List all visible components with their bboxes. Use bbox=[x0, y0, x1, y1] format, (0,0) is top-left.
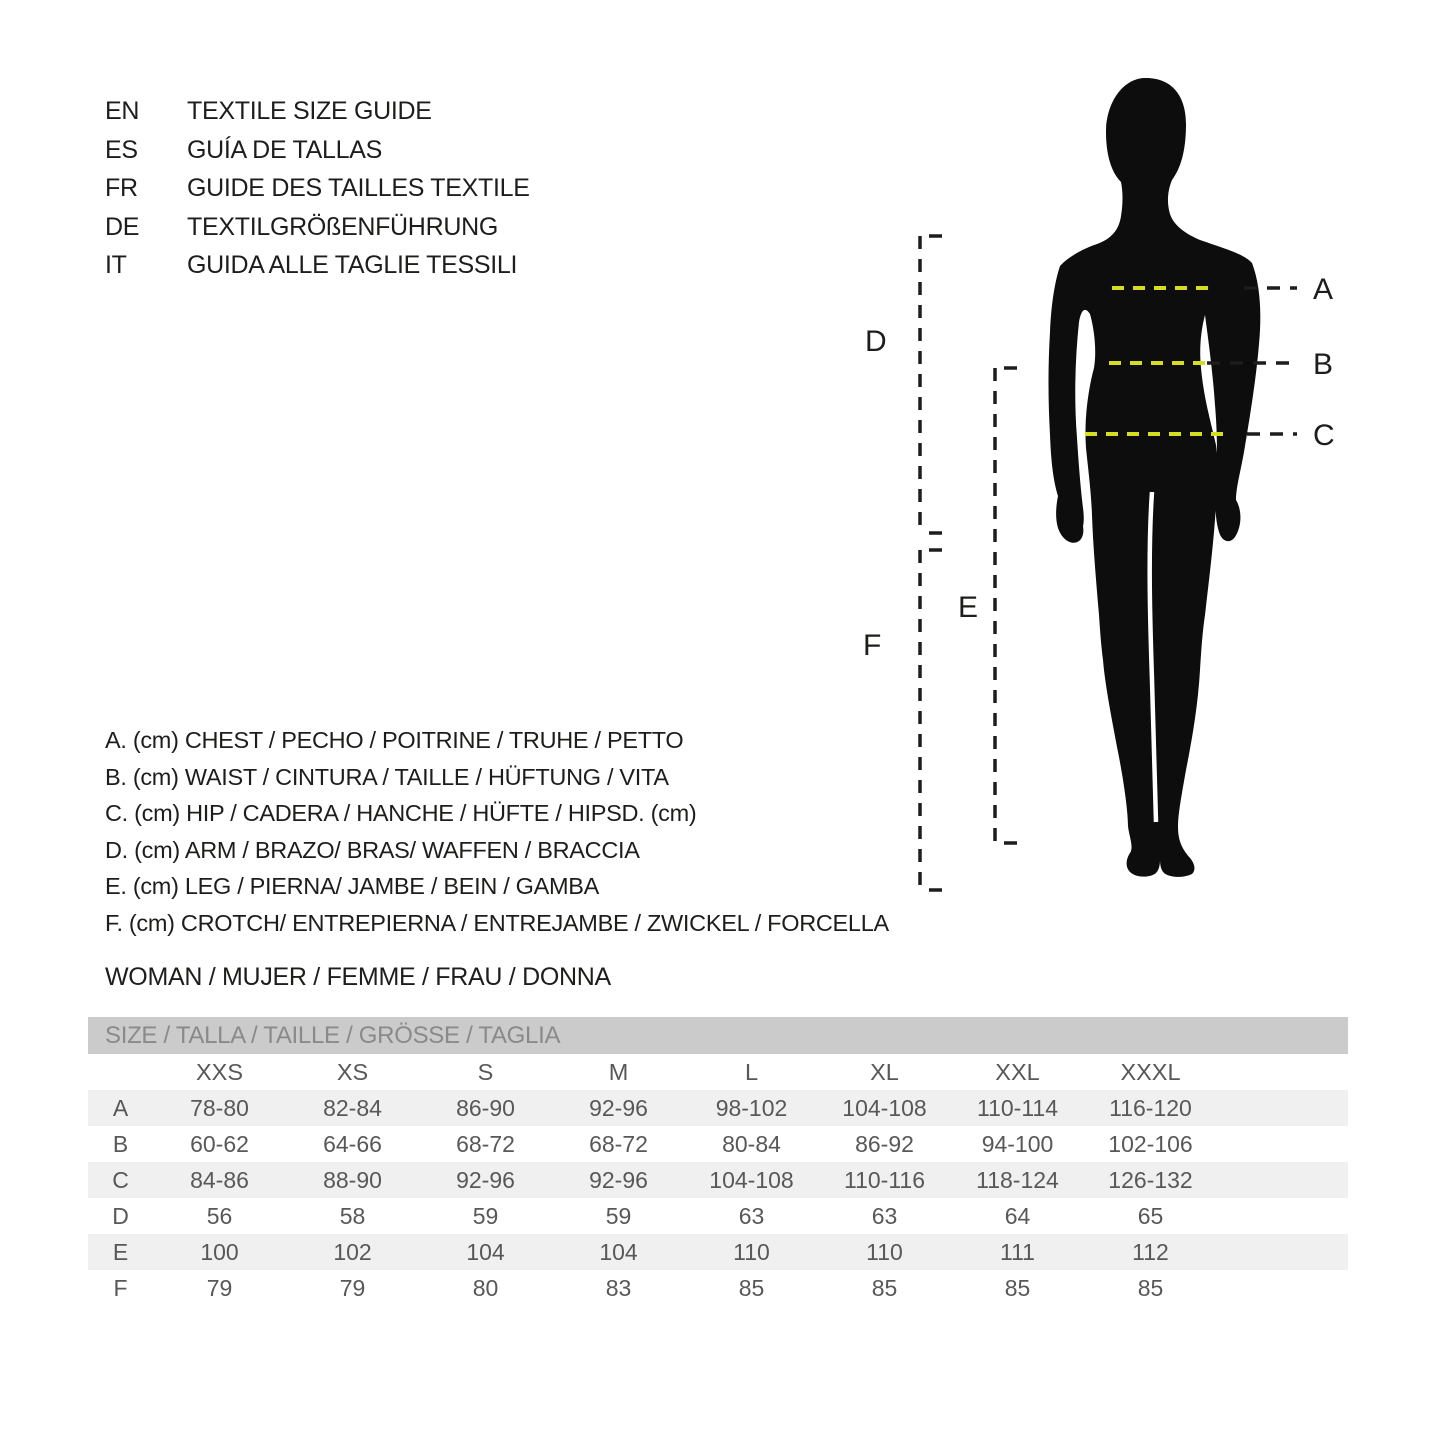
language-code: FR bbox=[105, 174, 138, 202]
size-col-header: XL bbox=[870, 1059, 899, 1085]
row-label: E bbox=[88, 1234, 153, 1270]
language-title-list bbox=[105, 92, 530, 285]
label-leg: E bbox=[958, 591, 978, 624]
table-cell: 110 bbox=[685, 1234, 818, 1270]
table-cell: 100 bbox=[153, 1234, 286, 1270]
measurement-legend bbox=[105, 722, 889, 941]
arm-dimension-line bbox=[920, 236, 946, 533]
table-row-arm bbox=[88, 1198, 1348, 1234]
table-cell: 60-62 bbox=[190, 1131, 249, 1157]
table-cell: 63 bbox=[871, 1203, 898, 1229]
language-code: IT bbox=[105, 251, 127, 279]
size-col-header: XXXL bbox=[1120, 1059, 1181, 1085]
table-cell: 78-80 bbox=[153, 1090, 286, 1126]
size-col-header: XXL bbox=[995, 1059, 1040, 1085]
table-row-leg bbox=[88, 1234, 1348, 1270]
row-label: A bbox=[88, 1090, 153, 1126]
row-label: C bbox=[88, 1162, 153, 1198]
table-cell bbox=[1217, 1234, 1348, 1270]
table-cell: 116-120 bbox=[1084, 1090, 1217, 1126]
table-cell bbox=[1217, 1162, 1348, 1198]
table-cell: 79 bbox=[206, 1275, 233, 1301]
table-cell bbox=[1217, 1054, 1348, 1090]
table-cell: 92-96 bbox=[552, 1090, 685, 1126]
size-col-header: XXS bbox=[195, 1059, 244, 1085]
language-code: DE bbox=[105, 212, 140, 241]
crotch-dimension-line bbox=[920, 550, 946, 890]
language-title: TEXTILE SIZE GUIDE bbox=[187, 97, 432, 125]
table-cell: 94-100 bbox=[981, 1131, 1054, 1157]
language-title: GUÍA DE TALLAS bbox=[187, 135, 382, 164]
table-row-chest bbox=[88, 1090, 1348, 1126]
table-cell: 59 bbox=[605, 1203, 632, 1229]
gender-heading: WOMAN / MUJER / FEMME / FRAU / DONNA bbox=[105, 963, 611, 991]
table-cell: 92-96 bbox=[419, 1162, 552, 1198]
language-title: TEXTILGRÖßENFÜHRUNG bbox=[187, 212, 498, 241]
legend-line-crotch: F. (cm) CROTCH/ ENTREPIERNA / ENTREJAMBE / ZWICKEL / FORCELLA bbox=[105, 909, 889, 936]
legend-line-waist: B. (cm) WAIST / CINTURA / TAILLE / HÜFTUNG / VITA bbox=[105, 763, 669, 790]
size-table bbox=[88, 1054, 1348, 1306]
table-cell: 59 bbox=[472, 1203, 499, 1229]
table-cell: 79 bbox=[339, 1275, 366, 1301]
table-cell: 83 bbox=[605, 1275, 632, 1301]
language-row bbox=[105, 208, 530, 247]
measurement-diagram bbox=[845, 60, 1445, 920]
table-cell: 68-72 bbox=[589, 1131, 648, 1157]
language-row bbox=[105, 131, 530, 170]
table-cell: 85 bbox=[738, 1275, 765, 1301]
table-cell bbox=[1217, 1090, 1348, 1126]
table-cell: 102 bbox=[286, 1234, 419, 1270]
row-label: F bbox=[113, 1275, 128, 1301]
table-cell: 86-92 bbox=[855, 1131, 914, 1157]
size-col-header: XS bbox=[336, 1059, 369, 1085]
table-cell: 118-124 bbox=[951, 1162, 1084, 1198]
table-cell: 98-102 bbox=[685, 1090, 818, 1126]
language-title: GUIDE DES TAILLES TEXTILE bbox=[187, 174, 530, 202]
table-cell: 84-86 bbox=[153, 1162, 286, 1198]
language-row bbox=[105, 169, 530, 208]
language-code: EN bbox=[105, 97, 140, 125]
table-cell: 56 bbox=[206, 1203, 233, 1229]
table-cell: 104-108 bbox=[685, 1162, 818, 1198]
label-arm: D bbox=[865, 325, 887, 358]
table-cell: 104 bbox=[552, 1234, 685, 1270]
table-cell: 65 bbox=[1137, 1203, 1164, 1229]
language-code: ES bbox=[105, 135, 138, 164]
table-cell: 85 bbox=[1004, 1275, 1031, 1301]
language-title: GUIDA ALLE TAGLIE TESSILI bbox=[187, 251, 518, 279]
legend-line-hip: C. (cm) HIP / CADERA / HANCHE / HÜFTE / HIPSD. (cm) bbox=[105, 800, 697, 826]
row-label: B bbox=[112, 1131, 129, 1157]
table-cell: 85 bbox=[1137, 1275, 1164, 1301]
language-row bbox=[105, 246, 530, 285]
table-cell bbox=[1217, 1126, 1348, 1162]
table-row-waist bbox=[88, 1126, 1348, 1162]
table-cell: 68-72 bbox=[456, 1131, 515, 1157]
table-cell: 110 bbox=[818, 1234, 951, 1270]
table-cell: 88-90 bbox=[286, 1162, 419, 1198]
table-cell: 110-116 bbox=[818, 1162, 951, 1198]
table-cell: 64-66 bbox=[323, 1131, 382, 1157]
table-cell bbox=[1217, 1198, 1348, 1234]
label-crotch: F bbox=[863, 629, 882, 662]
sizes-header-row bbox=[88, 1054, 1348, 1090]
legend-line-chest: A. (cm) CHEST / PECHO / POITRINE / TRUHE / PETTO bbox=[105, 727, 684, 753]
legend-line-leg: E. (cm) LEG / PIERNA/ JAMBE / BEIN / GAMBA bbox=[105, 873, 600, 899]
table-cell: 80 bbox=[472, 1275, 499, 1301]
table-row-hip bbox=[88, 1162, 1348, 1198]
table-cell: 112 bbox=[1084, 1234, 1217, 1270]
label-hip: C bbox=[1313, 419, 1335, 452]
table-cell: 104 bbox=[419, 1234, 552, 1270]
table-cell bbox=[1217, 1270, 1348, 1306]
size-col-header: S bbox=[477, 1059, 494, 1085]
table-cell: 82-84 bbox=[286, 1090, 419, 1126]
table-cell: 86-90 bbox=[419, 1090, 552, 1126]
table-cell: 63 bbox=[738, 1203, 765, 1229]
table-cell: 102-106 bbox=[1108, 1131, 1193, 1157]
size-col-header: M bbox=[608, 1059, 629, 1085]
table-cell: 104-108 bbox=[818, 1090, 951, 1126]
legend-line-arm: D. (cm) ARM / BRAZO/ BRAS/ WAFFEN / BRACCIA bbox=[105, 836, 640, 863]
table-row-crotch bbox=[88, 1270, 1348, 1306]
table-cell: 110-114 bbox=[951, 1090, 1084, 1126]
label-waist: B bbox=[1313, 348, 1333, 381]
table-cell: 58 bbox=[339, 1203, 366, 1229]
table-cell: 126-132 bbox=[1084, 1162, 1217, 1198]
table-cell bbox=[88, 1054, 153, 1090]
table-cell: 111 bbox=[951, 1234, 1084, 1270]
table-cell: 64 bbox=[1004, 1203, 1031, 1229]
size-col-header: L bbox=[744, 1059, 759, 1085]
table-cell: 80-84 bbox=[722, 1131, 781, 1157]
size-table-header: SIZE / TALLA / TAILLE / GRÖSSE / TAGLIA bbox=[88, 1017, 1348, 1054]
language-row bbox=[105, 92, 530, 131]
table-cell: 92-96 bbox=[552, 1162, 685, 1198]
table-cell: 85 bbox=[871, 1275, 898, 1301]
row-label: D bbox=[112, 1203, 129, 1229]
leg-dimension-line bbox=[995, 368, 1021, 843]
size-table-section bbox=[88, 1017, 1348, 1306]
label-chest: A bbox=[1313, 273, 1333, 306]
